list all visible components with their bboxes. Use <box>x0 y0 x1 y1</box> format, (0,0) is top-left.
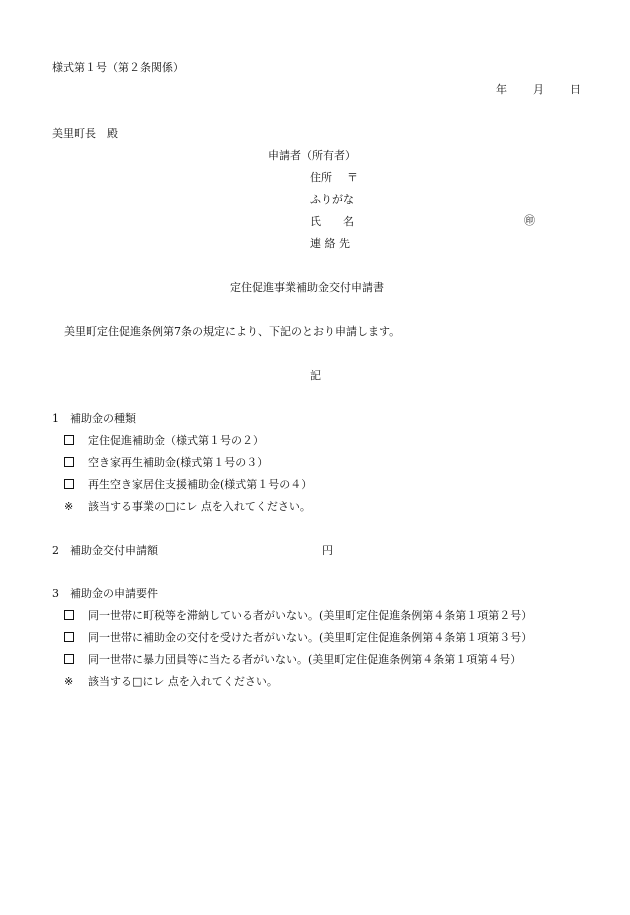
section1-option-label: 再生空き家居住支援補助金(様式第１号の４） <box>88 478 313 491</box>
section3-note: 該当する□にレ 点を入れてください。 <box>88 675 278 688</box>
section3-item-label: 同一世帯に補助金の交付を受けた者がいない。(美里町定住促進条例第４条第１項第３号） <box>88 631 533 644</box>
ki-label: 記 <box>310 369 321 382</box>
section1-heading: 1 補助金の種類 <box>52 412 136 425</box>
furigana-label: ふりがな <box>310 193 354 206</box>
checkbox[interactable] <box>64 435 74 445</box>
intro-text: 美里町定住促進条例第7条の規定により、下記のとおり申請します。 <box>64 325 401 338</box>
document-title: 定住促進事業補助金交付申請書 <box>230 281 384 294</box>
note-mark: ※ <box>64 500 74 513</box>
seal-mark: ㊞ <box>524 214 535 227</box>
date-month-label: 月 <box>533 83 544 96</box>
address-label: 住所 <box>310 171 332 184</box>
form-number: 様式第１号（第２条関係） <box>52 61 184 74</box>
addressee: 美里町長 殿 <box>52 127 118 140</box>
yen-unit: 円 <box>322 544 333 557</box>
section1-option-label: 定住促進補助金（様式第１号の２） <box>88 434 264 447</box>
date-year-label: 年 <box>496 83 507 96</box>
applicant-heading: 申請者（所有者） <box>268 149 356 162</box>
date-day-label: 日 <box>570 83 581 96</box>
note-mark: ※ <box>64 675 74 688</box>
section3-item-label: 同一世帯に町税等を滞納している者がいない。(美里町定住促進条例第４条第１項第２号） <box>88 609 533 622</box>
checkbox[interactable] <box>64 654 74 664</box>
checkbox[interactable] <box>64 632 74 642</box>
checkbox[interactable] <box>64 479 74 489</box>
section2-heading: 2 補助金交付申請額 <box>52 544 158 557</box>
section1-note: 該当する事業の□にレ 点を入れてください。 <box>88 500 311 513</box>
section3-heading: 3 補助金の申請要件 <box>52 587 158 600</box>
section3-item-label: 同一世帯に暴力団員等に当たる者がいない。(美里町定住促進条例第４条第１項第４号） <box>88 653 522 666</box>
contact-label: 連 絡 先 <box>310 237 350 250</box>
name-label: 氏 名 <box>310 215 354 228</box>
postal-mark: 〒 <box>347 171 358 184</box>
checkbox[interactable] <box>64 610 74 620</box>
checkbox[interactable] <box>64 457 74 467</box>
section1-option-label: 空き家再生補助金(様式第１号の３） <box>88 456 269 469</box>
